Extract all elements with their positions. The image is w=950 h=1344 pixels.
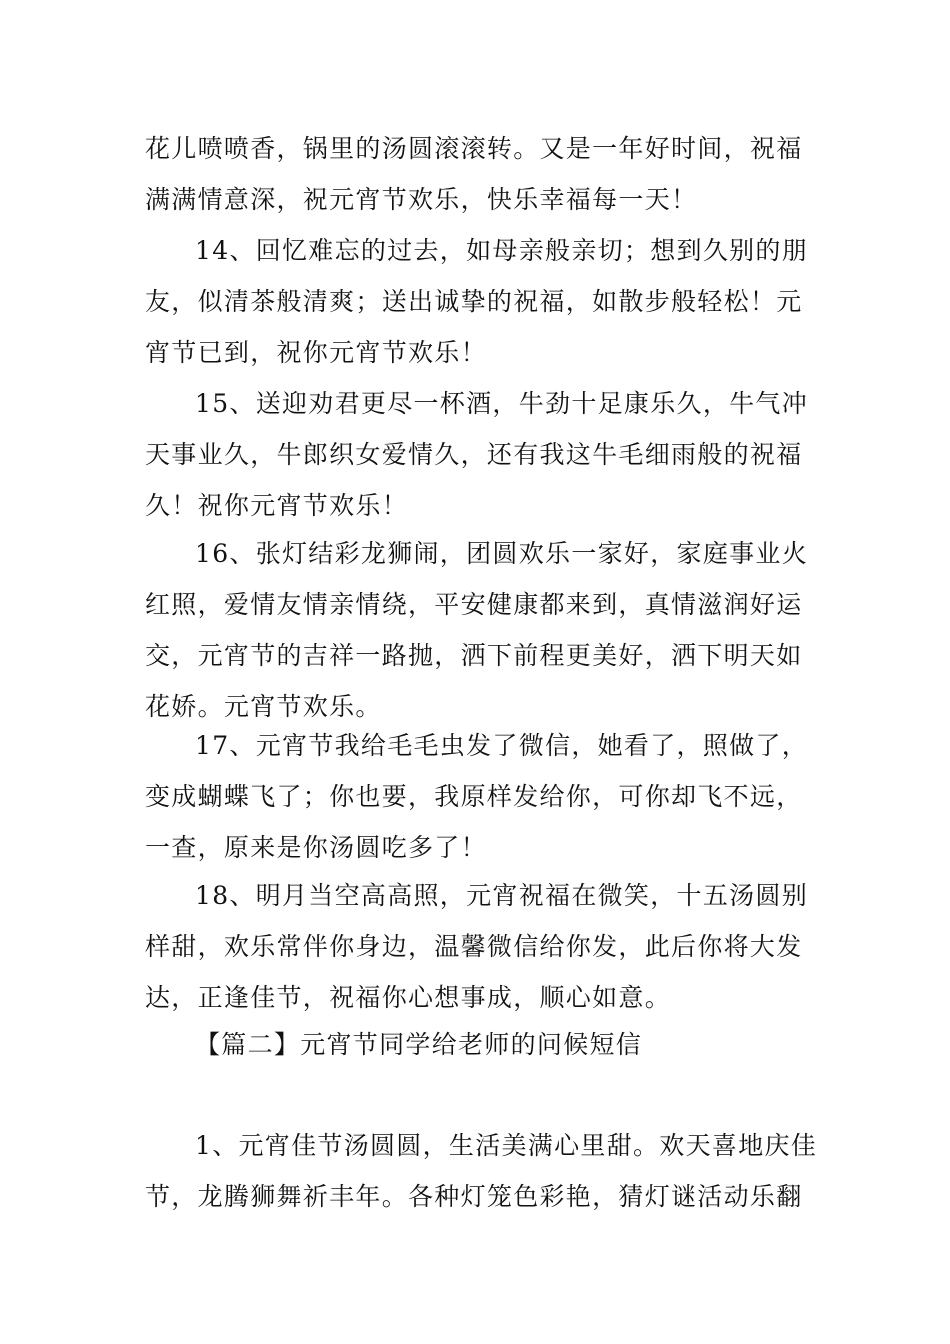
paragraph-line: 一查，原来是你汤圆吃多了！: [145, 833, 487, 862]
paragraph-continuation: [145, 123, 810, 225]
paragraph-line: 节，龙腾狮舞祈丰年。各种灯笼色彩艳，猜灯谜活动乐翻: [145, 1182, 803, 1211]
paragraph-line: 16、张灯结彩龙狮闹，团圆欢乐一家好，家庭事业火: [195, 539, 809, 568]
paragraph-line: 15、送迎劝君更尽一杯酒，牛劲十足康乐久，牛气冲: [195, 389, 809, 418]
paragraph-line: 达，正逢佳节，祝福你心想事成，顺心如意。: [145, 983, 672, 1012]
paragraph-line: 红照，爱情友情亲情绕，平安健康都来到，真情滋润好运: [145, 590, 803, 619]
paragraph-line: 17、元宵节我给毛毛虫发了微信，她看了，照做了，: [195, 731, 809, 760]
paragraph-line: 14、回忆难忘的过去，如母亲般亲切；想到久别的朋: [195, 236, 809, 265]
paragraph-line: 样甜，欢乐常伴你身边，温馨微信给你发，此后你将大发: [145, 932, 803, 961]
paragraph-item-17: [145, 720, 810, 873]
paragraph-line: 久！祝你元宵节欢乐！: [145, 491, 409, 520]
section-heading: 【篇二】元宵节同学给老师的问候短信: [195, 1030, 643, 1059]
paragraph-line: 花儿喷喷香，锅里的汤圆滚滚转。又是一年好时间，祝福: [145, 134, 803, 163]
paragraph-line: 交，元宵节的吉祥一路抛，洒下前程更美好，洒下明天如: [145, 641, 803, 670]
paragraph-line: 宵节已到，祝你元宵节欢乐！: [145, 338, 487, 367]
paragraph-line: 友，似清茶般清爽；送出诚挚的祝福，如散步般轻松！元: [145, 287, 803, 316]
paragraph-line: 1、元宵佳节汤圆圆，生活美满心里甜。欢天喜地庆佳: [195, 1131, 818, 1160]
paragraph-line: 18、明月当空高高照，元宵祝福在微笑，十五汤圆别: [195, 881, 809, 910]
paragraph-line: 天事业久，牛郎织女爱情久，还有我这牛毛细雨般的祝福: [145, 440, 803, 469]
paragraph-line: 花娇。元宵节欢乐。: [145, 692, 382, 721]
paragraph-item-18: [145, 870, 810, 1023]
paragraph-item-14: [145, 225, 810, 378]
paragraph-line: 满满情意深，祝元宵节欢乐，快乐幸福每一天！: [145, 185, 698, 214]
paragraph-section-item-1: [145, 1120, 818, 1222]
paragraph-item-15: [145, 378, 810, 531]
paragraph-item-16: [145, 528, 810, 732]
paragraph-line: 变成蝴蝶飞了；你也要，我原样发给你，可你却飞不远，: [145, 782, 803, 811]
